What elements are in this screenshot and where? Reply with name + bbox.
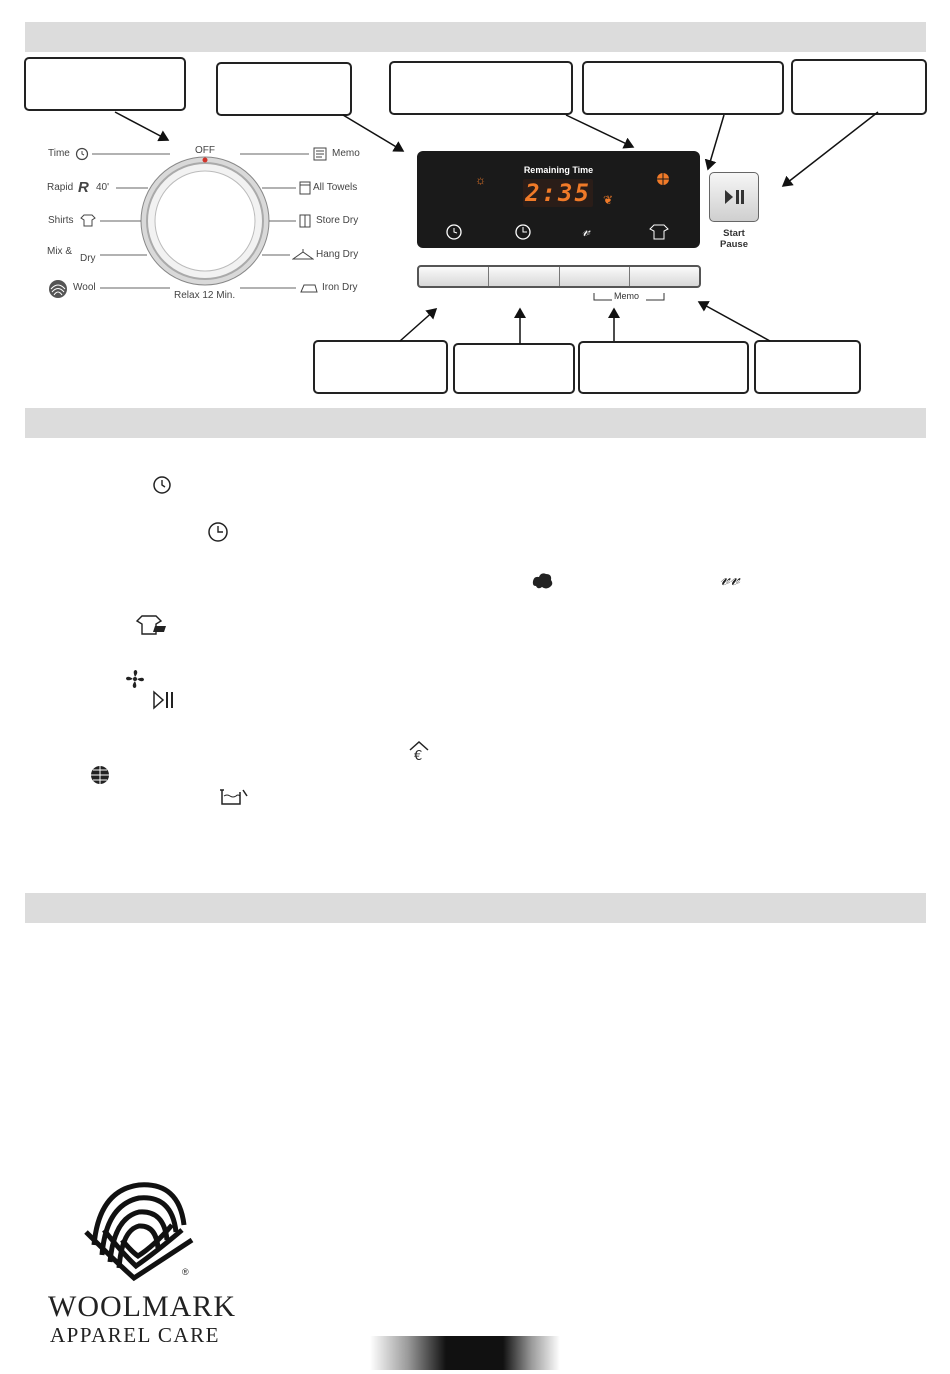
globe-icon	[89, 764, 111, 791]
dial-shirts-label: Shirts	[48, 215, 74, 226]
hanger-icon	[292, 248, 314, 267]
clock-button-icon	[445, 223, 463, 246]
dial-all-towels-label: All Towels	[313, 182, 358, 193]
wool-logo-icon	[47, 279, 69, 304]
dial-wool-label: Wool	[73, 282, 96, 293]
registered-mark: ®	[182, 1267, 189, 1277]
play-pause-icon	[724, 188, 746, 211]
clock-icon	[75, 147, 89, 166]
clock-icon	[151, 474, 173, 501]
delay-start-icon	[206, 520, 230, 549]
start-pause-label	[710, 228, 758, 250]
dial-rapid-suffix: 40'	[96, 182, 110, 193]
feather-option-button[interactable]	[560, 267, 630, 286]
start-label: Start	[723, 228, 745, 239]
water-tank-icon	[218, 786, 250, 813]
dial-dry-label: Dry	[80, 253, 96, 264]
dial-off-label: OFF	[195, 145, 215, 156]
dial-memo-label: Memo	[332, 148, 360, 159]
control-panel-display	[417, 151, 700, 248]
dial-hang-dry-label: Hang Dry	[316, 249, 359, 260]
page-footer-bar	[370, 1336, 560, 1370]
start-pause-button[interactable]	[709, 172, 759, 222]
leaf-indicator-icon: ❦	[603, 193, 614, 207]
sun-indicator-icon: ☼	[475, 173, 486, 187]
pause-label: Pause	[720, 239, 748, 250]
delay-option-button[interactable]	[489, 267, 559, 286]
option-button-row	[417, 265, 701, 288]
shirt-iron-icon	[135, 614, 169, 641]
rapid-icon: R	[78, 179, 89, 196]
memo-icon	[312, 147, 328, 166]
time-display: 2:35	[523, 179, 593, 207]
globe-indicator-icon	[656, 172, 670, 191]
dial-relax-label: Relax 12 Min.	[174, 290, 236, 301]
shirt-iron-button-icon	[649, 223, 671, 246]
dial-time-label: Time	[48, 148, 70, 159]
towel-icon	[298, 181, 312, 200]
play-pause-icon	[152, 690, 178, 715]
svg-text:€: €	[414, 749, 423, 762]
time-option-button[interactable]	[419, 267, 489, 286]
woolmark-title: WOOLMARK	[48, 1290, 236, 1323]
dial-mix-label: Mix &	[47, 246, 72, 257]
dial-iron-dry-label: Iron Dry	[322, 282, 358, 293]
iron-option-button[interactable]	[630, 267, 699, 286]
apparel-care-subtitle: APPAREL CARE	[50, 1323, 220, 1347]
dial-store-dry-label: Store Dry	[316, 215, 359, 226]
program-dial[interactable]	[141, 157, 269, 285]
dial-rapid-label: Rapid	[47, 182, 74, 193]
memo-bracket-label: Memo	[614, 291, 640, 301]
eco-euro-icon	[408, 740, 430, 767]
fan-icon	[124, 668, 146, 695]
remaining-time-label: Remaining Time	[523, 165, 594, 175]
iron-icon	[299, 281, 319, 300]
cupboard-icon	[298, 214, 312, 233]
delay-button-icon	[514, 223, 532, 246]
shirt-icon	[80, 213, 96, 232]
feather-icon: 𝓋𝓋	[720, 568, 740, 590]
cloud-icon	[531, 570, 555, 597]
feather-button-icon: 𝓋	[582, 223, 590, 240]
